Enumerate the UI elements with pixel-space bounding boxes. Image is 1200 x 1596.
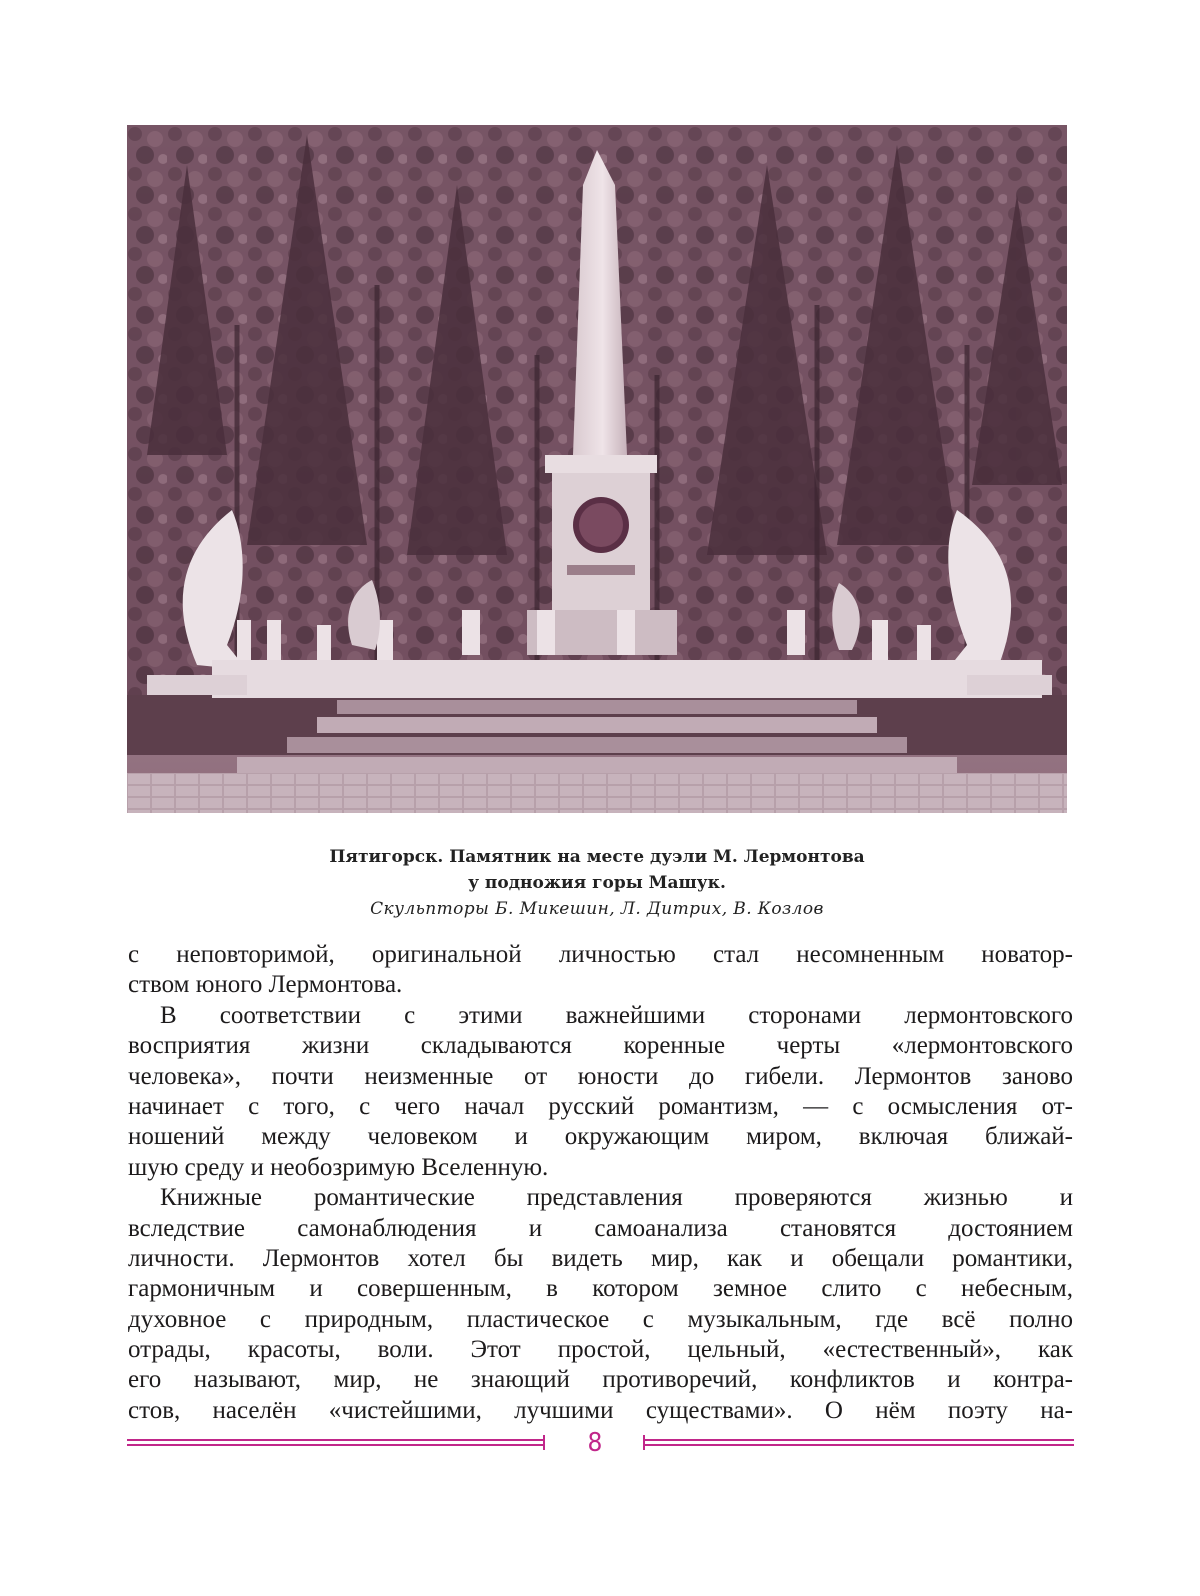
- page-footer: [127, 1425, 1074, 1465]
- body-line: его называют, мир, не знающий противоречий, конфликтов и контра-: [128, 1366, 1073, 1394]
- page-number: 8: [587, 1428, 603, 1458]
- body-line: вследствие самонаблюдения и самоанализа становятся достоянием: [128, 1214, 1073, 1242]
- body-line: В соответствии с этими важнейшими сторонами лермонтовского: [160, 1001, 1073, 1029]
- body-line: начинает с того, с чего начал русский романтизм, — с осмысления от-: [128, 1092, 1073, 1120]
- monument-photo: [127, 125, 1067, 813]
- body-line: стов, населён «чистейшими, лучшими существами». О нём поэту на-: [128, 1396, 1073, 1424]
- body-line: Книжные романтические представления проверяются жизнью и: [160, 1184, 1073, 1212]
- body-text: [128, 940, 1073, 1426]
- body-line: духовное с природным, пластическое с музыкальным, где всё полно: [128, 1305, 1073, 1333]
- body-line: отрады, красоты, воли. Этот простой, цельный, «естественный», как: [128, 1336, 1073, 1364]
- body-line: с неповторимой, оригинальной личностью стал несомненным новатор-: [128, 941, 1073, 968]
- body-line: ношений между человеком и окружающим миром, включая ближай-: [128, 1123, 1073, 1151]
- caption-title-line1: Пятигорск. Памятник на месте дуэли М. Лермонтова: [329, 847, 865, 867]
- caption-title-line2: у подножия горы Машук.: [468, 873, 726, 893]
- footer-rule-left: [127, 1439, 545, 1446]
- footer-rule-right: [643, 1439, 1074, 1446]
- caption-credits: Скульпторы Б. Микешин, Л. Дитрих, В. Козлов: [370, 899, 824, 919]
- photo-caption: [127, 844, 1067, 922]
- body-line: человека», почти неизменные от юности до гибели. Лермонтов заново: [128, 1062, 1073, 1090]
- body-line: восприятия жизни складываются коренные черты «лермонтовского: [128, 1032, 1073, 1060]
- body-line: ством юного Лермонтова.: [128, 971, 403, 999]
- body-line: гармоничным и совершенным, в котором земное слито с небесным,: [128, 1275, 1073, 1303]
- body-line: шую среду и необозримую Вселенную.: [128, 1153, 549, 1181]
- body-line: личности. Лермонтов хотел бы видеть мир, как и обещали романтики,: [128, 1244, 1073, 1272]
